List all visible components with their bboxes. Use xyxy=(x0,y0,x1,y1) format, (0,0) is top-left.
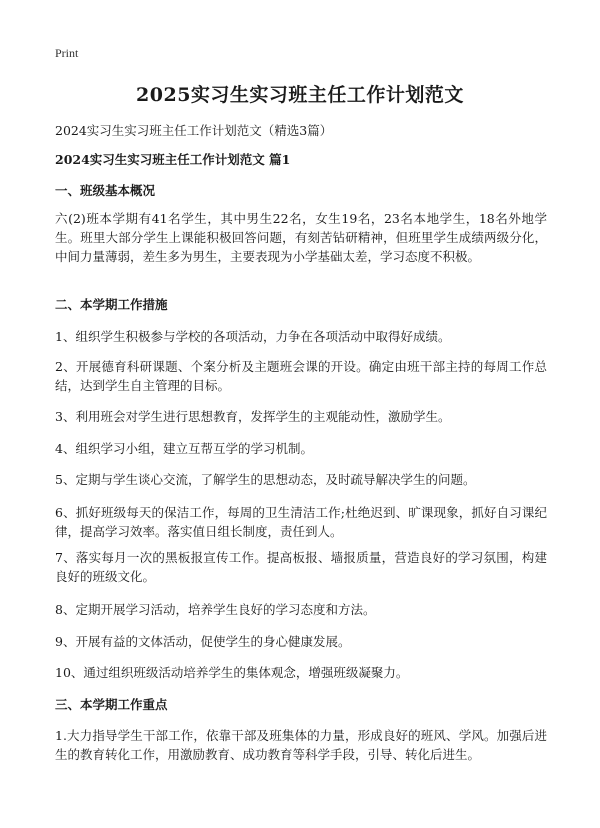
paragraph: 六(2)班本学期有41名学生，其中男生22名，女生19名，23名本地学生，18名外地学生。班里大部分学生上课能积极回答问题，有刻苦钻研精神，但班里学生成绩两级分化，中间力量薄弱，差生多为男生，主要表现为小学基础太差，学习态度不积极。 xyxy=(55,211,547,264)
section-heading-3: 三、本学期工作重点 xyxy=(55,697,168,712)
document-title: 2025实习生实习班主任工作计划范文 xyxy=(136,84,464,106)
paragraph: 6、抓好班级每天的保洁工作，每周的卫生清洁工作;杜绝迟到、旷课现象，抓好自习课纪律，提高学习效率。落实值日组长制度，责任到人。 xyxy=(55,505,547,539)
section-heading-1: 一、班级基本概况 xyxy=(55,183,156,198)
paragraph: 10、通过组织班级活动培养学生的集体观念，增强班级凝聚力。 xyxy=(55,665,409,680)
paragraph: 4、组织学习小组，建立互帮互学的学习机制。 xyxy=(55,441,313,456)
paragraph: 5、定期与学生谈心交流，了解学生的思想动态，及时疏导解决学生的问题。 xyxy=(55,472,476,487)
part-heading: 2024实习生实习班主任工作计划范文 篇1 xyxy=(55,152,291,167)
paragraph: 3、利用班会对学生进行思想教育，发挥学生的主观能动性，激励学生。 xyxy=(55,409,451,424)
section-heading-2: 二、本学期工作措施 xyxy=(55,297,168,312)
paragraph: 7、落实每月一次的黑板报宣传工作。提高板报、墙报质量，营造良好的学习氛围，构建良好的班级文化。 xyxy=(55,550,547,584)
document-subtitle: 2024实习生实习班主任工作计划范文（精选3篇） xyxy=(55,123,333,138)
print-label[interactable]: Print xyxy=(55,46,79,60)
paragraph: 1.大力指导学生干部工作，依靠干部及班集体的力量，形成良好的班风、学风。加强后进生的教育转化工作，用激励教育、成功教育等科学手段，引导、转化后进生。 xyxy=(55,728,547,762)
paragraph: 1、组织学生积极参与学校的各项活动，力争在各项活动中取得好成绩。 xyxy=(55,329,451,344)
paragraph: 2、开展德育科研课题、个案分析及主题班会课的开设。确定由班干部主持的每周工作总结，达到学生自主管理的目标。 xyxy=(55,359,547,393)
paragraph: 8、定期开展学习活动，培养学生良好的学习态度和方法。 xyxy=(55,602,376,617)
paragraph: 9、开展有益的文体活动，促使学生的身心健康发展。 xyxy=(55,634,351,649)
